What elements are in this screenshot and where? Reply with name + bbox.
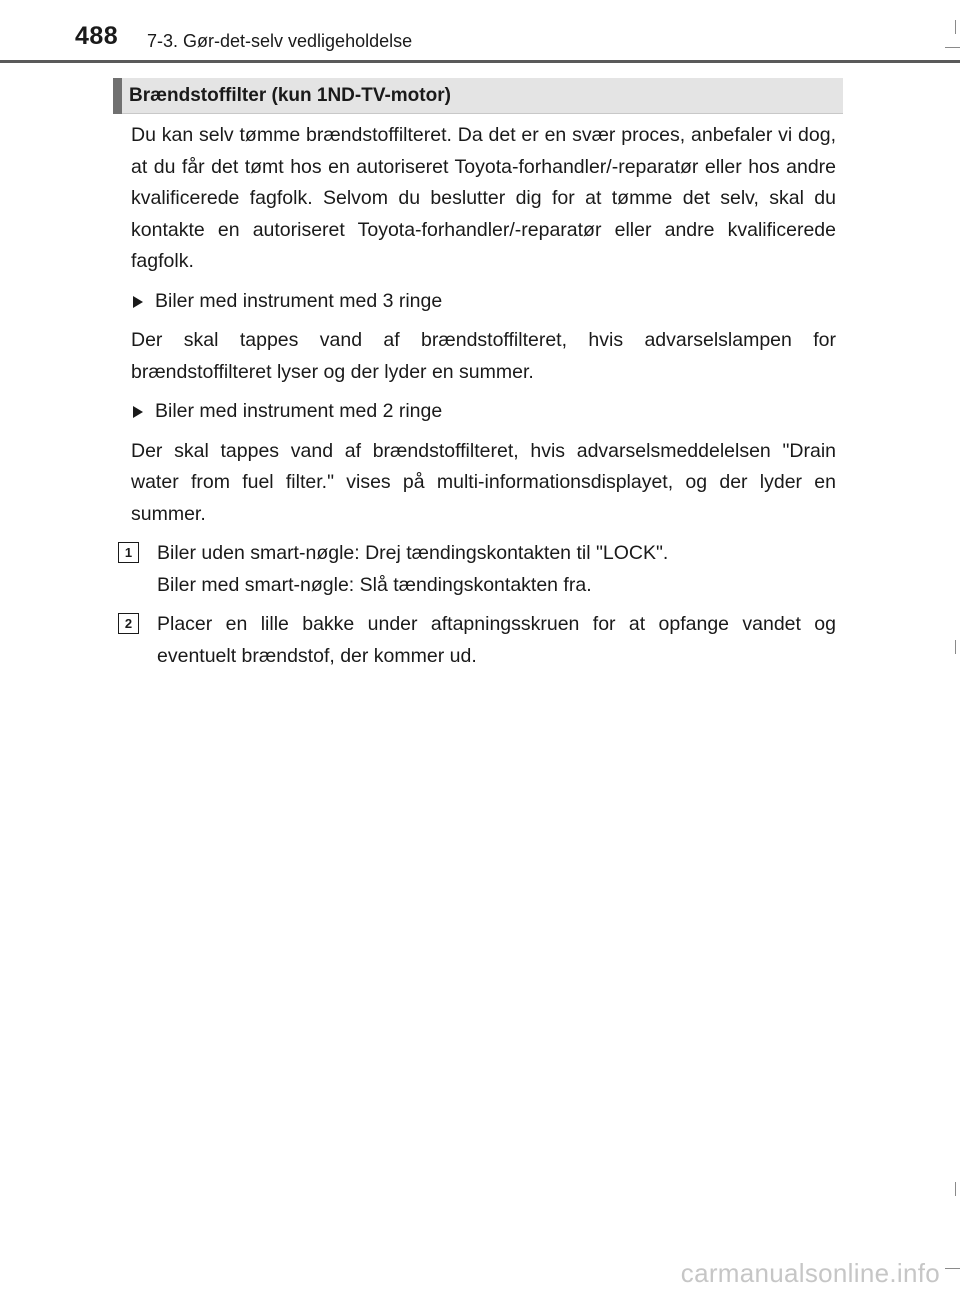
bullet-label: Biler med instrument med 2 ringe [155, 400, 443, 422]
bullet-paragraph: Der skal tappes vand af brændstoffilteret, hvis advarselsmeddelelsen "Drain water from fuel filter." vises på multi-informationsdisplayet, og der lyder en summer. [131, 439, 836, 525]
step-number-box: 1 [118, 542, 139, 563]
triangle-right-icon [133, 406, 143, 418]
crop-mark [945, 47, 960, 48]
bullet-item [131, 396, 836, 428]
crop-mark [955, 1182, 956, 1196]
content [124, 120, 836, 680]
section-bar [113, 78, 122, 114]
triangle-right-icon [133, 296, 143, 308]
chapter-title: 7-3. Gør-det-selv vedligeholdelse [147, 31, 413, 51]
crop-mark [955, 20, 956, 34]
crop-mark [955, 640, 956, 654]
watermark: carmanualsonline.info [680, 1258, 940, 1288]
header-rule [0, 60, 960, 63]
step-item [124, 538, 836, 601]
bullet-paragraph: Der skal tappes vand af brændstoffilteret, hvis advarselslampen for brændstoffilteret lyser og der lyder en summer. [131, 329, 836, 383]
step-item [124, 609, 836, 672]
crop-mark [945, 1268, 960, 1269]
step-line: Biler uden smart-nøgle: Drej tændingskontakten til "LOCK". [157, 542, 669, 564]
step-number-box: 2 [118, 613, 139, 634]
intro-paragraph: Du kan selv tømme brændstoffilteret. Da det er en svær proces, anbefaler vi dog, at du får det tømt hos en autoriseret Toyota-forhandler/-reparatør eller hos andre kvalificerede fagfolk. Selvom du beslutter dig for at tømme det selv, skal du kontakte en autoriseret Toyota-forhandler/-reparatør eller andre kvalificerede fagfolk. [131, 124, 836, 272]
section-header [113, 78, 843, 114]
step-line: Biler med smart-nøgle: Slå tændingskontakten fra. [157, 573, 592, 596]
bullet-item [131, 286, 836, 318]
bullet-label: Biler med instrument med 3 ringe [155, 289, 443, 312]
page-number: 488 [75, 22, 119, 50]
section-title: Brændstoffilter (kun 1ND-TV-motor) [129, 85, 451, 106]
step-line: Placer en lille bakke under aftapningsskruen for at opfange vandet og eventuelt brændstof, der kommer ud. [157, 613, 836, 667]
